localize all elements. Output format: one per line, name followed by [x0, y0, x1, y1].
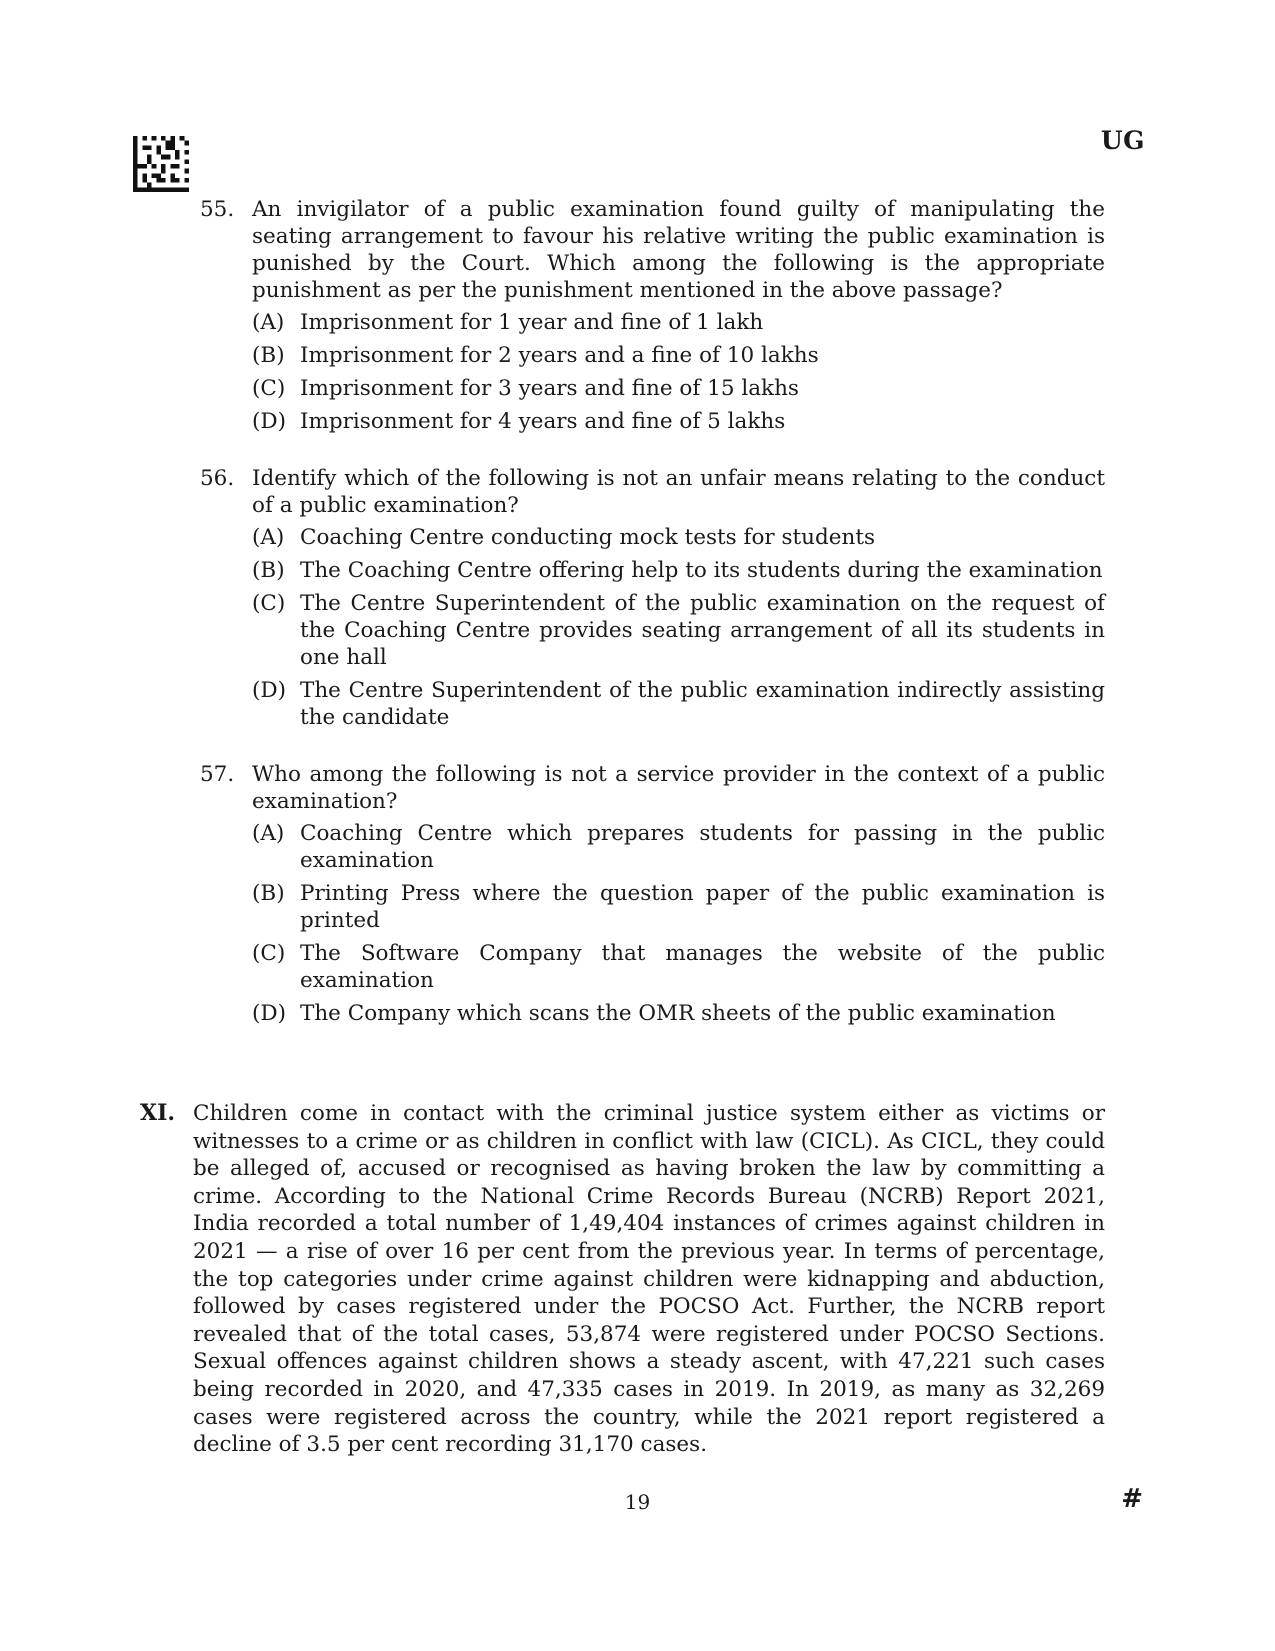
option-label: (A) [252, 525, 285, 550]
option-a [252, 820, 1105, 874]
page-mark: # [1121, 1484, 1143, 1514]
option-text: The Software Company that manages the website of the public examination [300, 941, 1105, 993]
option-c [252, 375, 1105, 402]
option-list [252, 524, 1105, 731]
option-text: Imprisonment for 3 years and fine of 15 lakhs [300, 376, 799, 401]
option-text: Imprisonment for 4 years and fine of 5 lakhs [300, 409, 786, 434]
option-label: (B) [252, 558, 285, 583]
option-list [252, 820, 1105, 1027]
question-number: 57. [200, 762, 235, 787]
question-text: Identify which of the following is not an unfair means relating to the conduct of a public examination? [252, 466, 1105, 518]
section-label: XI. [140, 1100, 176, 1126]
option-c [252, 940, 1105, 994]
option-d [252, 1000, 1105, 1027]
question-list [200, 196, 1105, 1057]
option-label: (C) [252, 376, 286, 401]
option-text: The Centre Superintendent of the public examination indirectly assisting the candidate [300, 678, 1105, 730]
question-55 [200, 196, 1105, 435]
option-text: Printing Press where the question paper of the public examination is printed [300, 881, 1105, 933]
option-text: Imprisonment for 1 year and fine of 1 lakh [300, 310, 764, 335]
option-text: Imprisonment for 2 years and a fine of 10 lakhs [300, 343, 819, 368]
option-text: The Company which scans the OMR sheets of the public examination [300, 1001, 1056, 1026]
option-b [252, 557, 1105, 584]
option-a [252, 309, 1105, 336]
question-number: 56. [200, 466, 235, 491]
option-b [252, 880, 1105, 934]
option-d [252, 408, 1105, 435]
page-number: 19 [624, 1490, 651, 1514]
question-text: Who among the following is not a service provider in the context of a public examination? [252, 762, 1105, 814]
question-number: 55. [200, 197, 235, 222]
option-label: (D) [252, 1001, 287, 1026]
question-text: An invigilator of a public examination found guilty of manipulating the seating arrangement to favour his relative writing the public examination is punished by the Court. Which among the following is the appropriate punishment as per the punishment mentioned in the above passage? [252, 197, 1105, 303]
option-d [252, 677, 1105, 731]
option-a [252, 524, 1105, 551]
option-label: (C) [252, 591, 286, 616]
option-text: The Coaching Centre offering help to its students during the examination [300, 558, 1103, 583]
option-label: (D) [252, 678, 287, 703]
option-label: (B) [252, 881, 285, 906]
option-label: (C) [252, 941, 286, 966]
qr-code-icon [132, 136, 190, 192]
option-text: The Centre Superintendent of the public examination on the request of the Coaching Centre provides seating arrangement of all its students in one hall [300, 591, 1105, 670]
option-label: (D) [252, 409, 287, 434]
option-text: Coaching Centre conducting mock tests for students [300, 525, 876, 550]
paper-code: UG [1100, 126, 1145, 155]
option-c [252, 590, 1105, 671]
passage-section [140, 1100, 1105, 1459]
option-label: (B) [252, 343, 285, 368]
option-label: (A) [252, 310, 285, 335]
option-list [252, 309, 1105, 435]
option-b [252, 342, 1105, 369]
question-56 [200, 465, 1105, 731]
passage-text: Children come in contact with the criminal justice system either as victims or witnesses to a crime or as children in conflict with law (CICL). As CICL, they could be alleged of, accused or recognised as having broken the law by committing a crime. According to the National Crime Records Bureau (NCRB) Report 2021, India recorded a total number of 1,49,404 instances of crimes against children in 2021 — a rise of over 16 per cent from the previous year. In terms of percentage, the top categories under crime against children were kidnapping and abduction, followed by cases registered under the POCSO Act. Further, the NCRB report revealed that of the total cases, 53,874 were registered under POCSO Sections. Sexual offences against children shows a steady ascent, with 47,221 such cases being recorded in 2020, and 47,335 cases in 2019. In 2019, as many as 32,269 cases were registered across the country, while the 2021 report registered a decline of 3.5 per cent recording 31,170 cases. [193, 1101, 1105, 1458]
option-text: Coaching Centre which prepares students for passing in the public examination [300, 821, 1105, 873]
question-57 [200, 761, 1105, 1027]
option-label: (A) [252, 821, 285, 846]
